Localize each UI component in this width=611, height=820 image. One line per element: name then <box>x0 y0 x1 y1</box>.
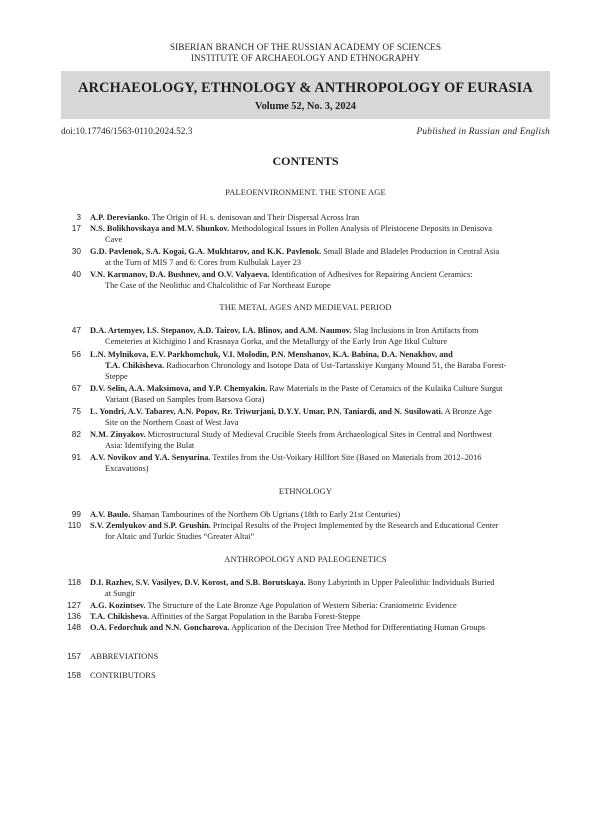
entry-title-continued: Variant (Based on Samples from Barsova Gora) <box>105 395 265 404</box>
page-number: 91 <box>71 452 81 462</box>
end-matter-label: CONTRIBUTORS <box>90 670 156 680</box>
page-number: 56 <box>71 349 81 359</box>
page-number: 127 <box>67 600 81 610</box>
section-heading: ETHNOLOGY <box>278 486 333 496</box>
entry-title: Microstructural Study of Medieval Crucible Steels from Archaeological Sites in Central and Northwest <box>145 430 493 439</box>
entry-title-continued: Cave <box>105 235 123 244</box>
page-number: 158 <box>67 670 81 680</box>
entry-title-continued: Cemeteries at Kichigino I and Krasnaya Gorka, and the Metallurgy of the Early Iron Age Itkul Culture <box>105 337 448 346</box>
contents-heading: CONTENTS <box>272 154 339 168</box>
page-number: 67 <box>71 383 81 393</box>
entry-title: Bony Labyrinth in Upper Paleolithic Individuals Buried <box>305 578 495 587</box>
entry-title: Principal Results of the Project Implemented by the Research and Educational Center <box>210 521 499 530</box>
entry-title: Slag Inclusions in Iron Artifacts from <box>351 326 479 335</box>
page-number: 47 <box>71 325 81 335</box>
page-number: 110 <box>67 520 81 530</box>
entry-authors: L.N. Mylnikova, E.V. Parkhomchuk, V.I. Molodin, P.N. Menshanov, K.A. Babina, D.A. Nenakhov, and <box>90 350 453 359</box>
toc-entry-contributors[interactable] <box>61 670 550 682</box>
entry-authors: A.V. Baulo. <box>90 510 131 519</box>
journal-title: ARCHAEOLOGY, ETHNOLOGY & ANTHROPOLOGY OF EURASIA <box>78 80 533 96</box>
entry-title: The Structure of the Late Bronze Age Population of Western Siberia: Craniometric Evidence <box>145 601 457 610</box>
entry-authors: O.A. Fedorchuk and N.N. Goncharova. <box>90 623 230 632</box>
entry-title-continued: at Sungir <box>105 589 136 598</box>
entry-title: Methodological Issues in Pollen Analysis of Pleistocene Deposits in Denisova <box>229 224 493 233</box>
toc-entry-abbreviations[interactable] <box>61 651 550 663</box>
section-heading: THE METAL AGES AND MEDIEVAL PERIOD <box>219 302 392 312</box>
entry-title-continued: Asia: Identifying the Bulat <box>105 441 195 450</box>
entry-title: Application of the Decision Tree Method for Differentiating Human Groups <box>229 623 486 632</box>
page-number: 75 <box>71 406 81 416</box>
institution-line-2: INSTITUTE OF ARCHAEOLOGY AND ETHNOGRAPHY <box>190 53 421 63</box>
page-number: 99 <box>71 509 81 519</box>
entry-title-continued: at the Turn of MIS 7 and 6: Cores from Kulbulak Layer 23 <box>105 258 302 267</box>
entry-title: The Origin of H. s. denisovan and Their Dispersal Across Iran <box>149 213 360 222</box>
entry-authors: A.G. Kozintsev. <box>90 601 146 610</box>
entry-authors: V.N. Karmanov, D.A. Bushnev, and O.V. Valyaeva. <box>90 270 270 279</box>
institution-line-1: SIBERIAN BRANCH OF THE RUSSIAN ACADEMY OF SCIENCES <box>169 42 442 52</box>
entry-authors: D.A. Artemyev, I.S. Stepanov, A.D. Tairov, I.A. Blinov, and A.M. Naumov. <box>90 326 352 335</box>
end-matter-label: ABBREVIATIONS <box>90 651 159 661</box>
page-number: 40 <box>71 269 81 279</box>
entry-title-continued: for Altaic and Turkic Studies “Greater Altai” <box>105 532 255 541</box>
section-heading: PALEOENVIRONMENT. THE STONE AGE <box>225 187 386 197</box>
entry-authors: L. Yondri, A.V. Tabarev, A.N. Popov, Rr. Triwurjani, D.Y.Y. Umar, P.N. Taniardi, and N. Susilowati. <box>90 407 443 416</box>
page-number: 3 <box>76 212 81 222</box>
entry-title-continued: The Case of the Neolithic and Chalcolithic of Far Northeast Europe <box>105 281 331 290</box>
page-number: 118 <box>67 577 81 587</box>
page-number: 148 <box>67 622 81 632</box>
entry-authors: G.D. Pavlenok, S.A. Kogai, G.A. Mukhtarov, and K.K. Pavlenok. <box>90 247 322 256</box>
entry-title-continued: Steppe <box>105 372 128 381</box>
entry-authors: T.A. Chikisheva. <box>90 612 150 621</box>
entry-authors: D.I. Razhev, S.V. Vasilyev, D.V. Korost, and S.B. Borutskaya. <box>90 578 306 587</box>
published-languages: Published in Russian and English <box>416 127 550 137</box>
entry-authors-continued: T.A. Chikisheva. <box>105 361 165 370</box>
doi: doi:10.17746/1563-0110.2024.52.3 <box>61 127 193 137</box>
entry-title: Textiles from the Ust-Voikary Hillfort Site (Based on Materials from 2012–2016 <box>210 453 482 462</box>
entry-title-continued: Excavations) <box>105 464 149 473</box>
entry-authors: D.V. Selin, A.A. Maksimova, and Y.P. Chemyakin. <box>90 384 268 393</box>
entry-title: Radiocarbon Chronology and Isotope Data of Ust-Tartasskiye Kurgany Mound 51, the Baraba Forest- <box>164 361 507 370</box>
page-number: 136 <box>67 611 81 621</box>
page-number: 157 <box>67 651 81 661</box>
entry-title: Shaman Tambourines of the Northern Ob Ugrians (18th to Early 21st Centuries) <box>130 510 401 519</box>
entry-authors: N.S. Bolikhovskaya and M.V. Shunkov. <box>90 224 230 233</box>
entry-title: A Bronze Age <box>442 407 492 416</box>
entry-title: Identification of Adhesives for Repairing Ancient Ceramics: <box>269 270 473 279</box>
volume-issue: Volume 52, No. 3, 2024 <box>255 101 356 112</box>
entry-title-continued: Site on the Northern Coast of West Java <box>105 418 239 427</box>
page-number: 17 <box>71 223 81 233</box>
page-number: 30 <box>71 246 81 256</box>
entry-authors: A.V. Novikov and Y.A. Senyurina. <box>90 453 211 462</box>
page-number: 82 <box>71 429 81 439</box>
journal-title-band <box>61 71 550 119</box>
entry-authors: A.P. Derevianko. <box>90 213 150 222</box>
section-heading: ANTHROPOLOGY AND PALEOGENETICS <box>224 554 387 564</box>
entry-title: Affinities of the Sargat Population in the Baraba Forest-Steppe <box>149 612 361 621</box>
entry-title: Raw Materials in the Paste of Ceramics of the Kulaika Culture Surgut <box>267 384 503 393</box>
entry-title: Small Blade and Bladelet Production in Central Asia <box>321 247 500 256</box>
entry-authors: S.V. Zemlyukov and S.P. Grushin. <box>90 521 211 530</box>
entry-authors: N.M. Zinyakov. <box>90 430 146 439</box>
